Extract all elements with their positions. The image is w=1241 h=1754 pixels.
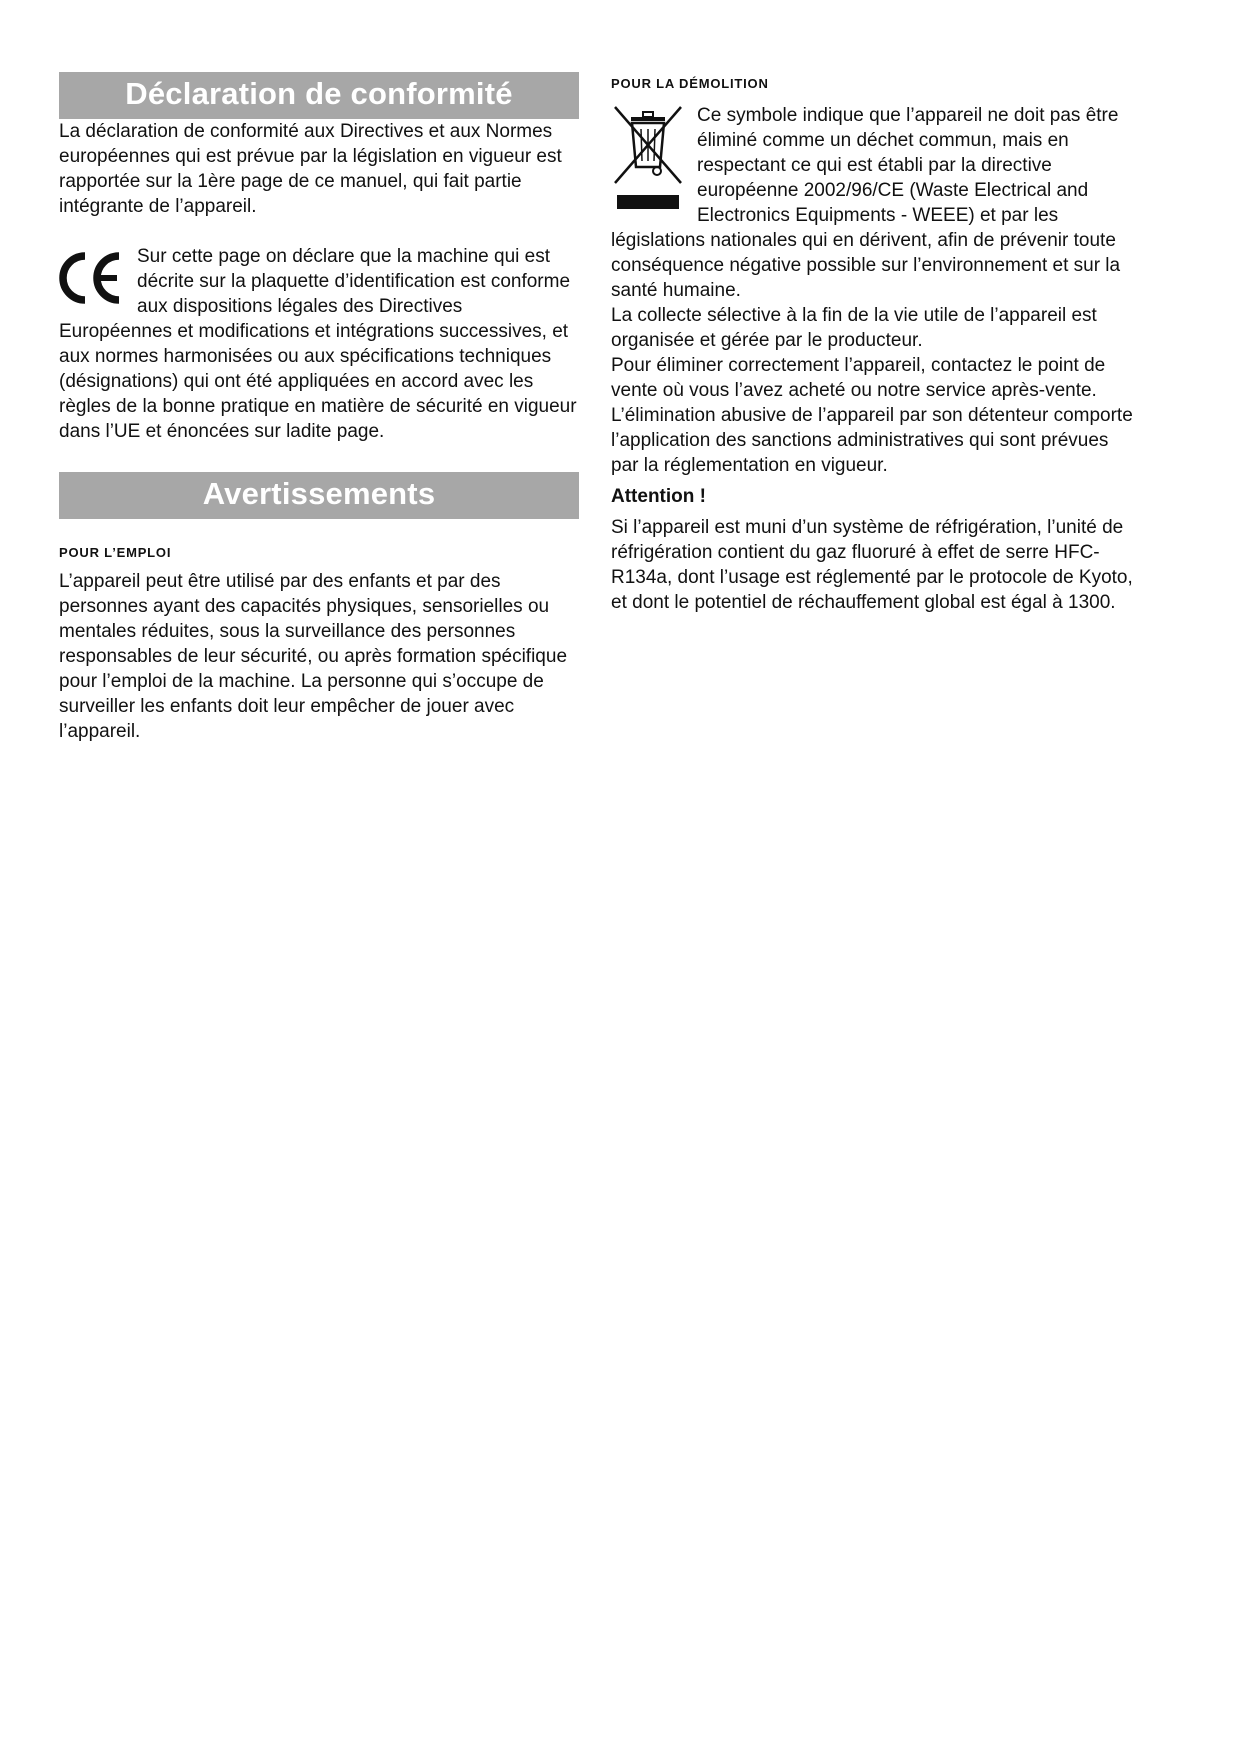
declaration-heading: Déclaration de conformité <box>59 72 579 119</box>
warnings-heading: Avertissements <box>59 472 579 519</box>
attention-heading: Attention ! <box>611 486 706 507</box>
ce-declaration-block <box>59 244 579 444</box>
ce-paragraph: Sur cette page on déclare que la machine qui est décrite sur la plaquette d’identification est conforme aux dispositions légales des Directives Européennes et modifications et intégrations successives, et aux normes harmonisées ou aux spécifications techniques (désignations) qui ont été appliquées en accord avec les règles de la bonne pratique en matière de sécurité en vigueur dans l’UE et énoncées sur ladite page. <box>59 246 577 442</box>
sanctions-line: L’élimination abusive de l’appareil par son détenteur comporte l’application des sanctions administratives qui sont prévues par la réglementation en vigueur. <box>611 405 1133 476</box>
ce-mark-icon <box>59 250 123 306</box>
disposal-line: Pour éliminer correctement l’appareil, contactez le point de vente où vous l’avez acheté ou notre service après-vente. <box>611 355 1106 401</box>
refrigeration-paragraph: Si l’appareil est muni d’un système de réfrigération, l’unité de réfrigération contient du gaz fluoruré à effet de serre HFC-R134a, dont l’usage est réglementé par le protocole de Kyoto, et dont le potentiel de réchauffement global est égal à 1300. <box>611 517 1133 613</box>
right-column <box>611 72 1136 615</box>
left-column <box>59 72 579 744</box>
usage-paragraph: L’appareil peut être utilisé par des enfants et par des personnes ayant des capacités physiques, sensorielles ou mentales réduites, sous la surveillance des personnes responsables de leur sécurité, ou après formation spécifique pour l’emploi de la machine. La personne qui s’occupe de surveiller les enfants doit leur empêcher de jouer avec l’appareil. <box>59 571 568 742</box>
declaration-paragraph: La déclaration de conformité aux Directives et aux Normes européennes qui est prévue par la législation en vigueur est rapportée sur la 1ère page de ce manuel, qui fait partie intégrante de l’appareil. <box>59 121 562 217</box>
demolition-subheading: POUR LA DÉMOLITION <box>611 76 769 91</box>
weee-paragraph: Ce symbole indique que l’appareil ne doit pas être éliminé comme un déchet commun, mais en respectant ce qui est établi par la directive européenne 2002/96/CE (Waste Electrical and Electronics Equipments - WEEE) et par les législations nationales qui en dérivent, afin de prévenir toute conséquence négative possible sur l’environnement et sur la santé humaine. <box>611 105 1121 301</box>
crossed-out-wheelie-bin-icon <box>611 105 685 217</box>
collection-line: La collecte sélective à la fin de la vie utile de l’appareil est organisée et gérée par le producteur. <box>611 305 1097 351</box>
weee-block <box>611 103 1136 303</box>
usage-subheading: POUR L’EMPLOI <box>59 545 172 560</box>
